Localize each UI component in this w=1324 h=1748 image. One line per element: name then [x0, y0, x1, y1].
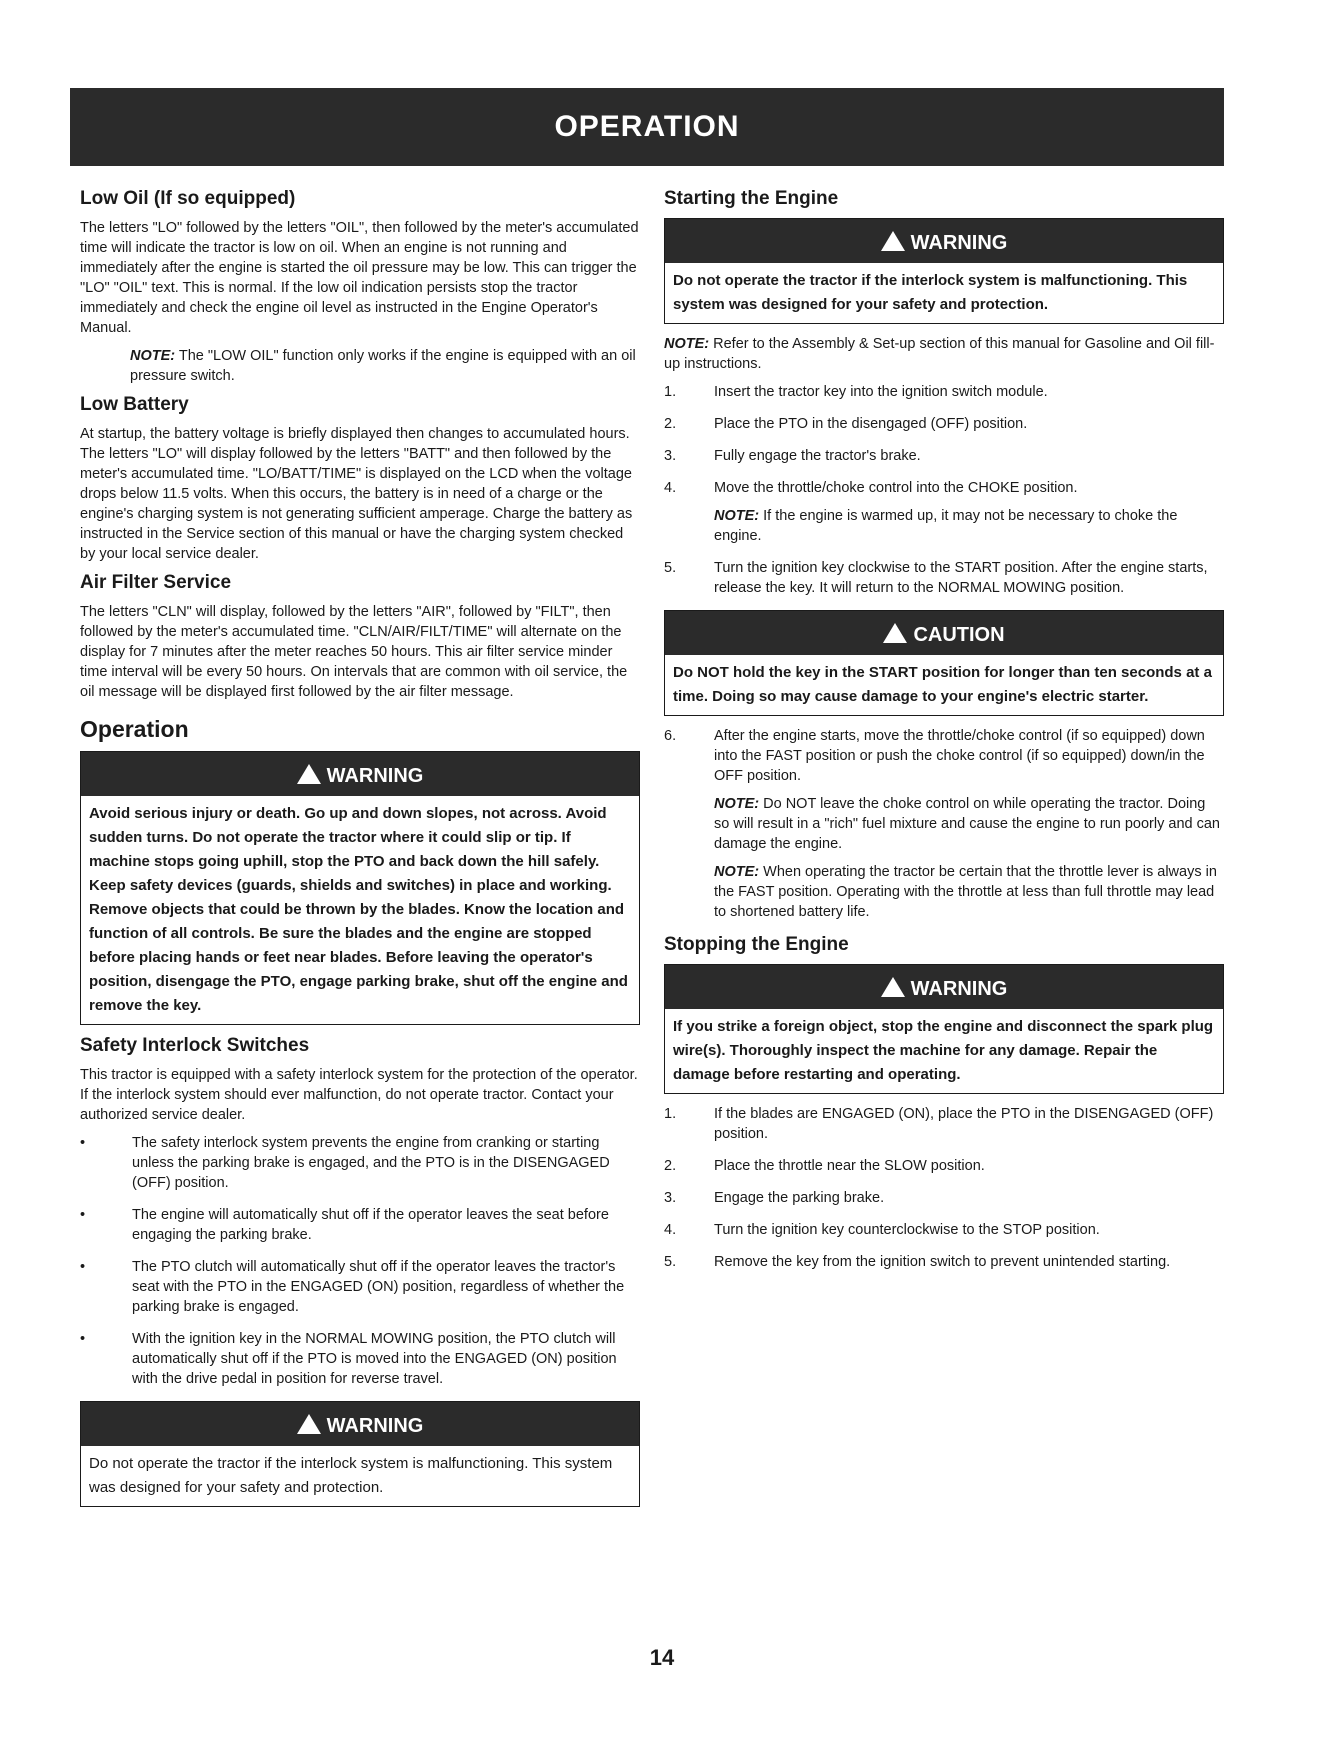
warning-title: WARNING	[910, 978, 1008, 1000]
warning-text: Do not operate the tractor if the interlock system is malfunctioning. This system was designed for your safety and protection.	[673, 272, 1188, 313]
starting-steps	[664, 382, 1224, 598]
right-column	[664, 188, 1224, 1284]
interlock-bullets	[80, 1133, 640, 1389]
low-oil-heading: Low Oil (If so equipped)	[80, 188, 296, 209]
note-label: NOTE:	[714, 796, 760, 812]
step-note	[714, 794, 1224, 854]
warning-triangle-icon	[881, 977, 905, 997]
step-text: If the blades are ENGAGED (ON), place the PTO in the DISENGAGED (OFF) position.	[714, 1106, 1214, 1142]
note-label: NOTE:	[664, 336, 710, 352]
list-item: 5. Turn the ignition key clockwise to the START position. After the engine starts, release the key. It will return to the NORMAL MOWING position.	[664, 560, 1208, 596]
warning-triangle-icon	[297, 764, 321, 784]
interlock-text: This tractor is equipped with a safety interlock system for the protection of the operator. If the interlock system should ever malfunction, do not operate tractor. Contact your authorized service dealer.	[80, 1067, 638, 1123]
step-text: Remove the key from the ignition switch to prevent unintended starting.	[714, 1254, 1171, 1270]
warning-triangle-icon	[883, 623, 907, 643]
air-filter-text: The letters "CLN" will display, followed by the letters "AIR", followed by "FILT", then followed by the meter's accumulated time. "CLN/AIR/FILT/TIME" will alternate on the display for 7 minutes after the meter reaches 50 hours. This air filter service minder time interval will be every 50 hours. On intervals that are common with oil service, the oil message will be displayed first followed by the air filter message.	[80, 604, 628, 700]
list-item: • With the ignition key in the NORMAL MOWING position, the PTO clutch will automatically shut off if the PTO is moved into the ENGAGED (ON) position with the drive pedal in position for reverse travel.	[80, 1329, 640, 1389]
note-text: When operating the tractor be certain that the throttle lever is always in the FAST position. Operating with the throttle at less than full throttle may lead to shortened battery life.	[714, 864, 1217, 920]
step-text: Place the PTO in the disengaged (OFF) position.	[714, 416, 1028, 432]
note-text: If the engine is warmed up, it may not be necessary to choke the engine.	[714, 508, 1178, 544]
caution-text: Do NOT hold the key in the START position for longer than ten seconds at a time. Doing so may cause damage to your engine's electric starter.	[673, 664, 1212, 705]
list-item: 6. After the engine starts, move the throttle/choke control (if so equipped) down into the FAST position or push the choke control (if so equipped) down/in the OFF position. NOTE: Do NOT leave the choke control on while operating the tractor. Doing so will result in a "rich" fuel mixture and cause the engine to run poorly and can damage the engine. NOTE: When operating the tractor be certain that the throttle lever is always in the FAST position. Operating with the throttle at less than full throttle may lead to shortened battery life.	[664, 726, 1224, 922]
warning-header	[81, 1402, 639, 1446]
starting-heading: Starting the Engine	[664, 188, 839, 209]
step-text: Fully engage the tractor's brake.	[714, 448, 921, 464]
step-text: Insert the tractor key into the ignition switch module.	[714, 384, 1048, 400]
starting-steps-cont	[664, 726, 1224, 922]
list-item: 2. Place the throttle near the SLOW position.	[664, 1158, 985, 1174]
interlock-heading: Safety Interlock Switches	[80, 1035, 310, 1056]
list-item: 3. Fully engage the tractor's brake.	[664, 448, 921, 464]
warning-triangle-icon	[881, 231, 905, 251]
list-item: 2. Place the PTO in the disengaged (OFF) position.	[664, 416, 1028, 432]
warning-header	[81, 752, 639, 796]
stopping-warning-box	[664, 964, 1224, 1094]
list-item: 1. If the blades are ENGAGED (ON), place the PTO in the DISENGAGED (OFF) position.	[664, 1106, 1214, 1142]
low-oil-text: The letters "LO" followed by the letters "OIL", then followed by the meter's accumulated time will indicate the tractor is low on oil. When an engine is not running and immediately after the engine is started the oil pressure may be low. This can trigger the "LO" "OIL" text. This is normal. If the low oil indication persists stop the tractor immediately and check the engine oil level as instructed in the Engine Operator's Manual.	[80, 220, 639, 336]
note-label: NOTE:	[714, 508, 760, 524]
step-text: Engage the parking brake.	[714, 1190, 885, 1206]
step-text: Place the throttle near the SLOW position.	[714, 1158, 985, 1174]
operation-warning-box	[80, 751, 640, 1025]
list-item: 1. Insert the tractor key into the ignition switch module.	[664, 384, 1048, 400]
step-text: Move the throttle/choke control into the CHOKE position.	[714, 480, 1078, 496]
operation-heading: Operation	[80, 716, 189, 742]
step-note	[714, 506, 1224, 546]
step-text: After the engine starts, move the throttle/choke control (if so equipped) down into the FAST position or push the choke control (if so equipped) down/in the OFF position.	[714, 728, 1205, 784]
stopping-heading: Stopping the Engine	[664, 934, 849, 955]
warning-triangle-icon	[297, 1414, 321, 1434]
step-text: Turn the ignition key clockwise to the START position. After the engine starts, release the key. It will return to the NORMAL MOWING position.	[714, 560, 1208, 596]
note-text: Do NOT leave the choke control on while operating the tractor. Doing so will result in a "rich" fuel mixture and cause the engine to run poorly and can damage the engine.	[714, 796, 1220, 852]
stopping-steps	[664, 1104, 1224, 1272]
starting-warning-box	[664, 218, 1224, 324]
warning-text: If you strike a foreign object, stop the engine and disconnect the spark plug wire(s). Thoroughly inspect the machine for any damage. Repair the damage before restarting and operating.	[673, 1018, 1214, 1083]
list-item: 5. Remove the key from the ignition switch to prevent unintended starting.	[664, 1254, 1171, 1270]
note-text: Refer to the Assembly & Set-up section of this manual for Gasoline and Oil fill-up instructions.	[664, 336, 1215, 372]
section-banner	[70, 88, 1224, 166]
low-battery-heading: Low Battery	[80, 394, 189, 415]
warning-title: WARNING	[910, 232, 1008, 254]
air-filter-heading: Air Filter Service	[80, 572, 232, 593]
list-item: 4. Move the throttle/choke control into the CHOKE position. NOTE: If the engine is warmed up, it may not be necessary to choke the engine.	[664, 478, 1224, 546]
note-text: The "LOW OIL" function only works if the engine is equipped with an oil pressure switch.	[130, 348, 636, 384]
list-item: • The PTO clutch will automatically shut off if the operator leaves the tractor's seat with the PTO in the ENGAGED (ON) position, regardless of whether the parking brake is engaged.	[80, 1257, 640, 1317]
caution-box	[664, 610, 1224, 716]
warning-text: Do not operate the tractor if the interlock system is malfunctioning. This system was designed for your safety and protection.	[89, 1455, 613, 1496]
list-item: • The engine will automatically shut off if the operator leaves the seat before engaging the parking brake.	[80, 1205, 640, 1245]
warning-text: Avoid serious injury or death. Go up and down slopes, not across. Avoid sudden turns. Do not operate the tractor where it could slip or tip. If machine stops going uphill, stop the PTO and back down the hill safely. Keep safety devices (guards, shields and switches) in place and working. Remove objects that could be thrown by the blades. Know the location and function of all controls. Be sure the blades and the engine are stopped before placing hands or feet near blades. Before leaving the operator's position, disengage the PTO, engage parking brake, shut off the engine and remove the key.	[89, 805, 628, 1014]
warning-header	[665, 965, 1223, 1009]
caution-title: CAUTION	[913, 624, 1005, 646]
step-note	[714, 862, 1224, 922]
note-label: NOTE:	[130, 348, 176, 364]
banner-title: OPERATION	[554, 110, 740, 143]
caution-header	[665, 611, 1223, 655]
step-text: Turn the ignition key counterclockwise to the STOP position.	[714, 1222, 1100, 1238]
starting-note	[664, 334, 1224, 374]
note-label: NOTE:	[714, 864, 760, 880]
list-item: 4. Turn the ignition key counterclockwise to the STOP position.	[664, 1222, 1100, 1238]
warning-header	[665, 219, 1223, 263]
low-oil-note	[130, 346, 640, 386]
low-battery-text: At startup, the battery voltage is briefly displayed then changes to accumulated hours. The letters "LO" will display followed by the letters "BATT" and then followed by the meter's accumulated time. "LO/BATT/TIME" is displayed on the LCD when the voltage drops below 11.5 volts. When this occurs, the battery is in need of a charge or the engine's charging system is not generating sufficient amperage. Charge the battery as instructed in the Service section of this manual or have the charging system checked by your local service dealer.	[80, 426, 633, 562]
warning-title: WARNING	[326, 1415, 424, 1437]
left-column	[80, 188, 640, 1517]
page-number: 14	[649, 1645, 675, 1670]
interlock-warning-box	[80, 1401, 640, 1507]
list-item: 3. Engage the parking brake.	[664, 1190, 885, 1206]
list-item: • The safety interlock system prevents the engine from cranking or starting unless the parking brake is engaged, and the PTO is in the DISENGAGED (OFF) position.	[80, 1133, 640, 1193]
warning-title: WARNING	[326, 765, 424, 787]
